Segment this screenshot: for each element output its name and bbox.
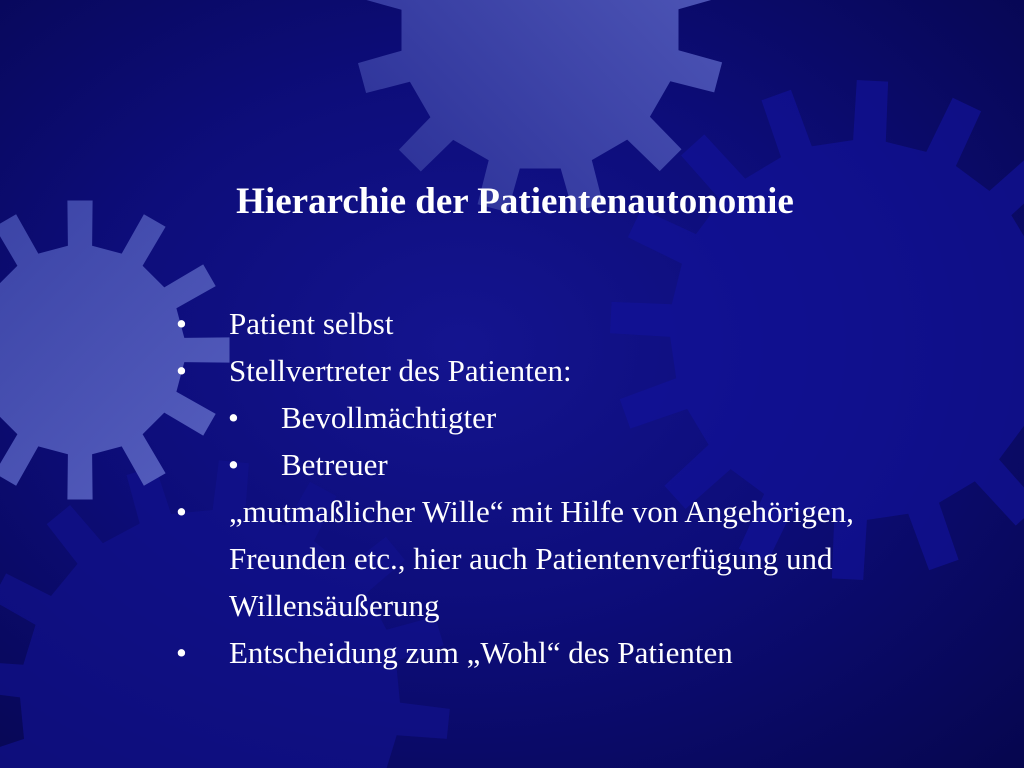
bullet-dot: • [176,306,187,341]
list-item: • „mutmaßlicher Wille“ mit Hilfe von Angehörigen, Freunden etc., hier auch Patientenverfügung und Willensäußerung [176,488,916,629]
sub-list-item: • Bevollmächtigter [176,394,916,441]
bullet-dot: • [176,353,187,388]
sub-list-item: • Betreuer [176,441,916,488]
list-item: • Entscheidung zum „Wohl“ des Patienten [176,629,916,676]
bullet-list [176,300,916,676]
bullet-dot: • [176,494,187,529]
bullet-dot: • [176,635,187,670]
bullet-dot: • [228,447,239,482]
list-item: • Stellvertreter des Patienten: [176,347,916,394]
bullet-dot: • [228,400,239,435]
list-item: • Patient selbst [176,300,916,347]
slide-title: Hierarchie der Patientenautonomie [236,181,794,222]
